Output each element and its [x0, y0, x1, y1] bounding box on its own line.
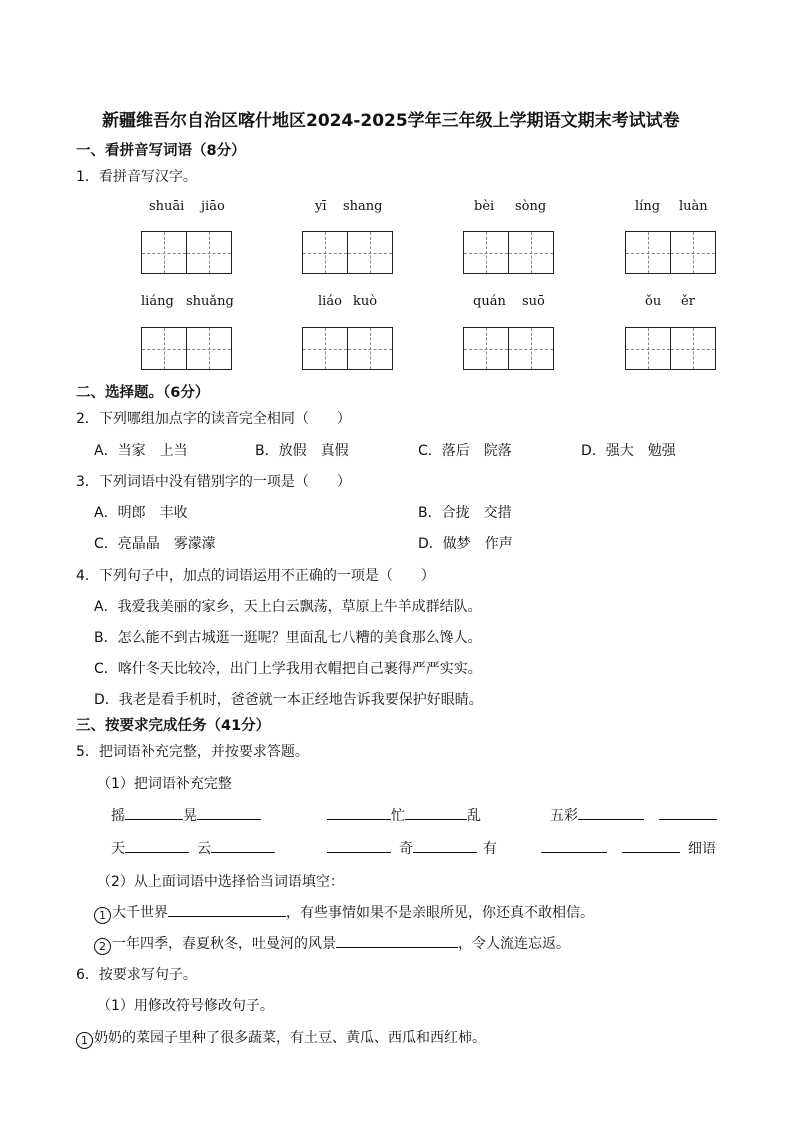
- idiom-fill-6: [327, 838, 497, 858]
- char: 有: [483, 841, 497, 857]
- number-circle: 1: [76, 1032, 93, 1049]
- pinyin: shuǎng: [186, 294, 234, 309]
- char: 细语: [688, 841, 716, 857]
- pinyin: shang: [343, 199, 383, 214]
- option-a[interactable]: A．我爱我美丽的家乡，天上白云飘荡，草原上牛羊成群结队。: [94, 599, 482, 615]
- idiom-fill-2: [327, 805, 481, 825]
- writing-grid[interactable]: [463, 327, 554, 370]
- pinyin: sòng: [515, 199, 547, 214]
- option-c[interactable]: C．落后 院落: [418, 443, 512, 459]
- pinyin: luàn: [679, 199, 708, 214]
- answer-blank[interactable]: [125, 838, 189, 853]
- question-5-sub1: （1）把词语补充完整: [97, 776, 232, 792]
- char: 奇: [399, 841, 413, 857]
- pinyin: líng: [635, 199, 661, 214]
- sentence-text: 一年四季，春夏秋冬，吐曼河的风景: [112, 936, 336, 952]
- writing-grid[interactable]: [302, 231, 393, 274]
- question-6-stem: 6．按要求写句子。: [76, 967, 197, 983]
- sentence-text: ，令人流连忘返。: [458, 936, 570, 952]
- writing-grid[interactable]: [302, 327, 393, 370]
- fill-sentence-1: [94, 902, 594, 924]
- number-circle: 2: [94, 938, 111, 955]
- option-a[interactable]: A．明郎 丰收: [94, 505, 188, 521]
- question-5-sub2: （2）从上面词语中选择恰当词语填空：: [97, 874, 344, 890]
- option-d[interactable]: D．我老是看手机时，爸爸就一本正经地告诉我要保护好眼睛。: [94, 692, 483, 708]
- pinyin: bèi: [474, 199, 495, 214]
- pinyin: suō: [522, 294, 545, 309]
- option-b[interactable]: B．合拢 交措: [418, 505, 512, 521]
- pinyin: yī: [315, 199, 327, 214]
- section-3-heading: 三、按要求完成任务（41分）: [76, 718, 271, 734]
- answer-blank[interactable]: [211, 838, 275, 853]
- edit-sentence-1: [76, 1027, 486, 1049]
- question-2-stem: 2．下列哪组加点字的读音完全相同（ ）: [76, 411, 351, 427]
- sentence-text: ，有些事情如果不是亲眼所见，你还真不敢相信。: [286, 905, 594, 921]
- answer-blank[interactable]: [405, 805, 467, 820]
- question-4-stem: 4．下列句子中，加点的词语运用不正确的一项是（ ）: [76, 568, 435, 584]
- sentence-text: 大千世界: [112, 905, 168, 921]
- option-d[interactable]: D．强大 勉强: [581, 443, 676, 459]
- pinyin: jiāo: [201, 199, 225, 214]
- answer-blank[interactable]: [327, 838, 391, 853]
- answer-blank[interactable]: [168, 902, 286, 917]
- idiom-fill-7: [541, 838, 716, 858]
- answer-blank[interactable]: [578, 805, 644, 820]
- fill-sentence-2: [94, 933, 570, 955]
- pinyin: ǒu: [645, 294, 662, 309]
- char: 天: [111, 841, 125, 857]
- answer-blank[interactable]: [622, 838, 680, 853]
- idiom-fill-5: [111, 838, 275, 858]
- section-2-heading: 二、选择题。（6分）: [76, 385, 210, 401]
- char: 摇: [111, 808, 125, 824]
- answer-blank[interactable]: [541, 838, 607, 853]
- number-circle: 1: [94, 907, 111, 924]
- writing-grid[interactable]: [141, 327, 232, 370]
- writing-grid[interactable]: [625, 231, 716, 274]
- writing-grid[interactable]: [625, 327, 716, 370]
- pinyin: shuāi: [149, 199, 185, 214]
- char: 云: [197, 841, 211, 857]
- sentence-text: 奶奶的菜园子里种了很多蔬菜，有土豆、黄瓜、西瓜和西红柿。: [94, 1030, 486, 1046]
- page-title: 新疆维吾尔自治区喀什地区2024-2025学年三年级上学期语文期末考试试卷: [102, 111, 680, 131]
- option-c[interactable]: C．亮晶晶 雾濛濛: [94, 536, 216, 552]
- char: 晃: [183, 808, 197, 824]
- option-d[interactable]: D．做梦 作声: [418, 536, 513, 552]
- option-b[interactable]: B．放假 真假: [255, 443, 349, 459]
- pinyin: liáng: [141, 294, 174, 309]
- option-c[interactable]: C．喀什冬天比较冷，出门上学我用衣帽把自己裹得严严实实。: [94, 661, 482, 677]
- section-1-heading: 一、看拼音写词语（8分）: [76, 143, 246, 159]
- answer-blank[interactable]: [125, 805, 183, 820]
- option-b[interactable]: B．怎么能不到古城逛一逛呢？里面乱七八糟的美食那么馋人。: [94, 630, 482, 646]
- answer-blank[interactable]: [327, 805, 391, 820]
- pinyin: liáo: [318, 294, 342, 309]
- answer-blank[interactable]: [197, 805, 261, 820]
- pinyin: ěr: [681, 294, 695, 309]
- answer-blank[interactable]: [413, 838, 477, 853]
- option-a[interactable]: A．当家 上当: [94, 443, 188, 459]
- question-6-sub1: （1）用修改符号修改句子。: [97, 998, 274, 1014]
- idiom-fill-1: [111, 805, 261, 825]
- question-3-stem: 3．下列词语中没有错别字的一项是（ ）: [76, 474, 351, 490]
- idiom-fill-4: [659, 805, 717, 824]
- question-1-stem: 1．看拼音写汉字。: [76, 169, 197, 185]
- idiom-fill-3: [550, 805, 644, 825]
- char: 乱: [467, 808, 481, 824]
- writing-grid[interactable]: [463, 231, 554, 274]
- answer-blank[interactable]: [659, 805, 717, 820]
- answer-blank[interactable]: [336, 933, 458, 948]
- writing-grid[interactable]: [141, 231, 232, 274]
- char: 忙: [391, 808, 405, 824]
- pinyin: quán: [473, 294, 506, 309]
- question-5-stem: 5．把词语补充完整，并按要求答题。: [76, 744, 309, 760]
- char: 五彩: [550, 808, 578, 824]
- pinyin: kuò: [353, 294, 378, 309]
